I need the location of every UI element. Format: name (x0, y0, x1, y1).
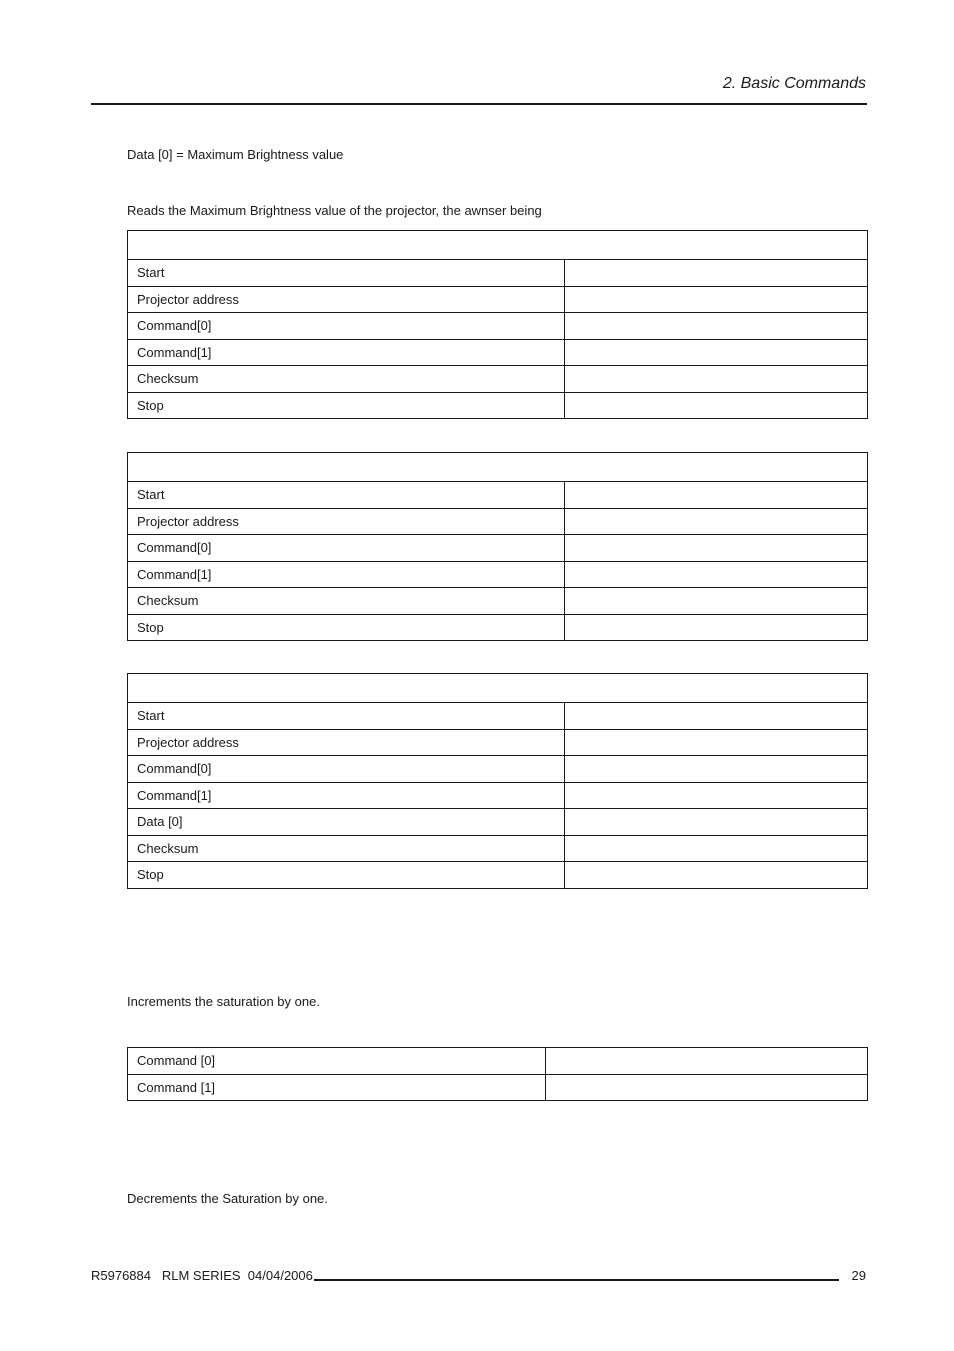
row-label: Checksum (128, 835, 565, 862)
row-value (565, 392, 868, 419)
table-row (128, 561, 868, 588)
table-row (128, 508, 868, 535)
table-row (128, 1074, 868, 1101)
row-label: Stop (128, 392, 565, 419)
table-row (128, 614, 868, 641)
table-row (128, 313, 868, 340)
row-value (565, 729, 868, 756)
row-label: Command[1] (128, 561, 565, 588)
table-header-cell (128, 453, 868, 482)
row-label: Projector address (128, 508, 565, 535)
row-value (565, 260, 868, 287)
row-value (565, 756, 868, 783)
row-label: Start (128, 482, 565, 509)
row-label: Command[0] (128, 756, 565, 783)
table-header-cell (128, 674, 868, 703)
row-value (565, 703, 868, 730)
row-label: Projector address (128, 729, 565, 756)
table-row (128, 756, 868, 783)
row-label: Start (128, 260, 565, 287)
table-row (128, 535, 868, 562)
row-label: Stop (128, 614, 565, 641)
row-value (565, 339, 868, 366)
footer-rule (314, 1279, 839, 1281)
row-value (565, 835, 868, 862)
table-row (128, 1048, 868, 1075)
row-value (565, 588, 868, 615)
decrement-note: Decrements the Saturation by one. (127, 1191, 328, 1206)
data-note: Data [0] = Maximum Brightness value (127, 147, 344, 162)
row-label: Command[1] (128, 339, 565, 366)
table-row (128, 286, 868, 313)
row-value (565, 313, 868, 340)
row-label: Checksum (128, 588, 565, 615)
footer-doc-ref-text: R5976884 RLM SERIES 04/04/2006 (91, 1268, 313, 1283)
footer-doc-ref (91, 1268, 313, 1283)
row-value (546, 1048, 868, 1075)
row-value (565, 862, 868, 889)
row-label: Projector address (128, 286, 565, 313)
table-row (128, 862, 868, 889)
header-rule (91, 103, 867, 105)
row-label: Command[1] (128, 782, 565, 809)
command-table-2 (127, 452, 868, 641)
row-value (565, 782, 868, 809)
page-number: 29 (851, 1268, 866, 1283)
row-label: Command [1] (128, 1074, 546, 1101)
section-title: 2. Basic Commands (722, 75, 866, 92)
row-value (565, 614, 868, 641)
row-label: Command[0] (128, 535, 565, 562)
table-row (128, 782, 868, 809)
row-label: Checksum (128, 366, 565, 393)
row-label: Start (128, 703, 565, 730)
row-value (546, 1074, 868, 1101)
table-row (128, 260, 868, 287)
increment-note: Increments the saturation by one. (127, 994, 320, 1009)
table-row (128, 339, 868, 366)
row-value (565, 561, 868, 588)
table-row (128, 809, 868, 836)
table-row (128, 588, 868, 615)
row-value (565, 482, 868, 509)
row-label: Command[0] (128, 313, 565, 340)
command-table-3 (127, 673, 868, 889)
row-value (565, 535, 868, 562)
row-label: Data [0] (128, 809, 565, 836)
reads-note: Reads the Maximum Brightness value of the projector, the awnser being (127, 203, 542, 218)
table-row (128, 366, 868, 393)
row-label: Stop (128, 862, 565, 889)
row-value (565, 809, 868, 836)
table-header-row (128, 674, 868, 703)
row-label: Command [0] (128, 1048, 546, 1075)
row-value (565, 366, 868, 393)
command-table-1 (127, 230, 868, 419)
row-value (565, 286, 868, 313)
table-row (128, 835, 868, 862)
command-table-4 (127, 1047, 868, 1101)
table-row (128, 703, 868, 730)
table-header-row (128, 231, 868, 260)
table-row (128, 482, 868, 509)
table-row (128, 729, 868, 756)
table-header-row (128, 453, 868, 482)
row-value (565, 508, 868, 535)
table-row (128, 392, 868, 419)
table-header-cell (128, 231, 868, 260)
